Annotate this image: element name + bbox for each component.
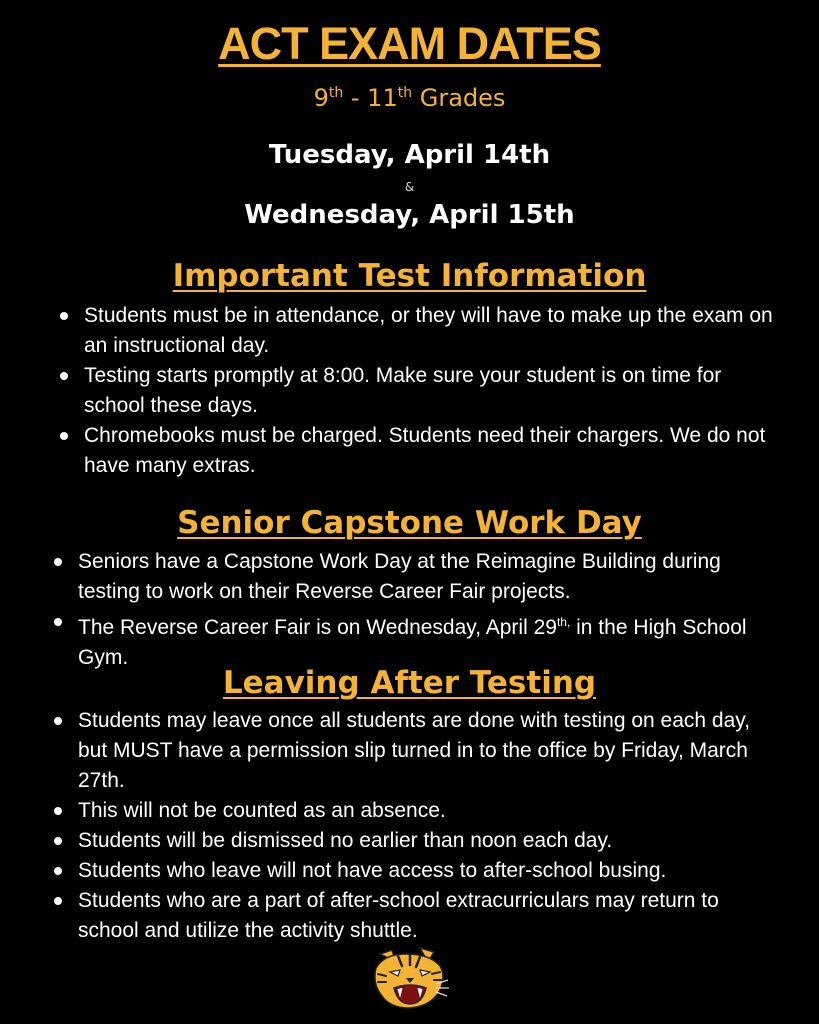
grades-subtitle (0, 84, 819, 112)
career-fair-location: in the High School Gym. (78, 616, 747, 669)
list-item: Seniors have a Capstone Work Day at the Reimagine Building during testing to work on their Reverse Career Fair projects. (52, 547, 782, 607)
grade-from: 9 (313, 84, 329, 112)
tiger-mascot-icon (370, 946, 450, 1012)
exam-date-second: Wednesday, April 15th (244, 200, 575, 230)
section-heading-test-info: Important Test Information (172, 258, 647, 294)
list-item: Students who leave will not have access to after-school busing. (52, 856, 782, 886)
grade-from-suffix: th (328, 85, 344, 101)
list-item: Students may leave once all students are done with testing on each day, but MUST have a permission slip turned in to the office by Friday, March 27th. (52, 706, 782, 796)
capstone-list (52, 547, 782, 673)
list-item: Students who are a part of after-school extracurriculars may return to school and utilize the activity shuttle. (52, 886, 782, 946)
section-heading-leaving: Leaving After Testing (222, 665, 597, 701)
leaving-list (52, 706, 782, 946)
list-item: Chromebooks must be charged. Students need their chargers. We do not have many extras. (58, 421, 783, 481)
grade-separator: - (343, 84, 368, 112)
date-connector: & (404, 180, 415, 194)
list-item (52, 607, 782, 673)
career-fair-suffix: th, (556, 615, 571, 629)
grade-to: 11 (367, 84, 398, 112)
career-fair-text: The Reverse Career Fair is on Wednesday, April 29 (78, 616, 557, 639)
page-title: ACT EXAM DATES (218, 18, 601, 69)
exam-date-first: Tuesday, April 14th (268, 140, 551, 170)
grade-to-suffix: th (397, 85, 413, 101)
list-item: Testing starts promptly at 8:00. Make sure your student is on time for school these days. (58, 361, 783, 421)
section-heading-capstone: Senior Capstone Work Day (177, 505, 642, 541)
list-item: Students will be dismissed no earlier than noon each day. (52, 826, 782, 856)
test-info-list (58, 301, 783, 481)
list-item: This will not be counted as an absence. (52, 796, 782, 826)
list-item: Students must be in attendance, or they will have to make up the exam on an instructional day. (58, 301, 783, 361)
grades-label: Grades (412, 84, 506, 112)
